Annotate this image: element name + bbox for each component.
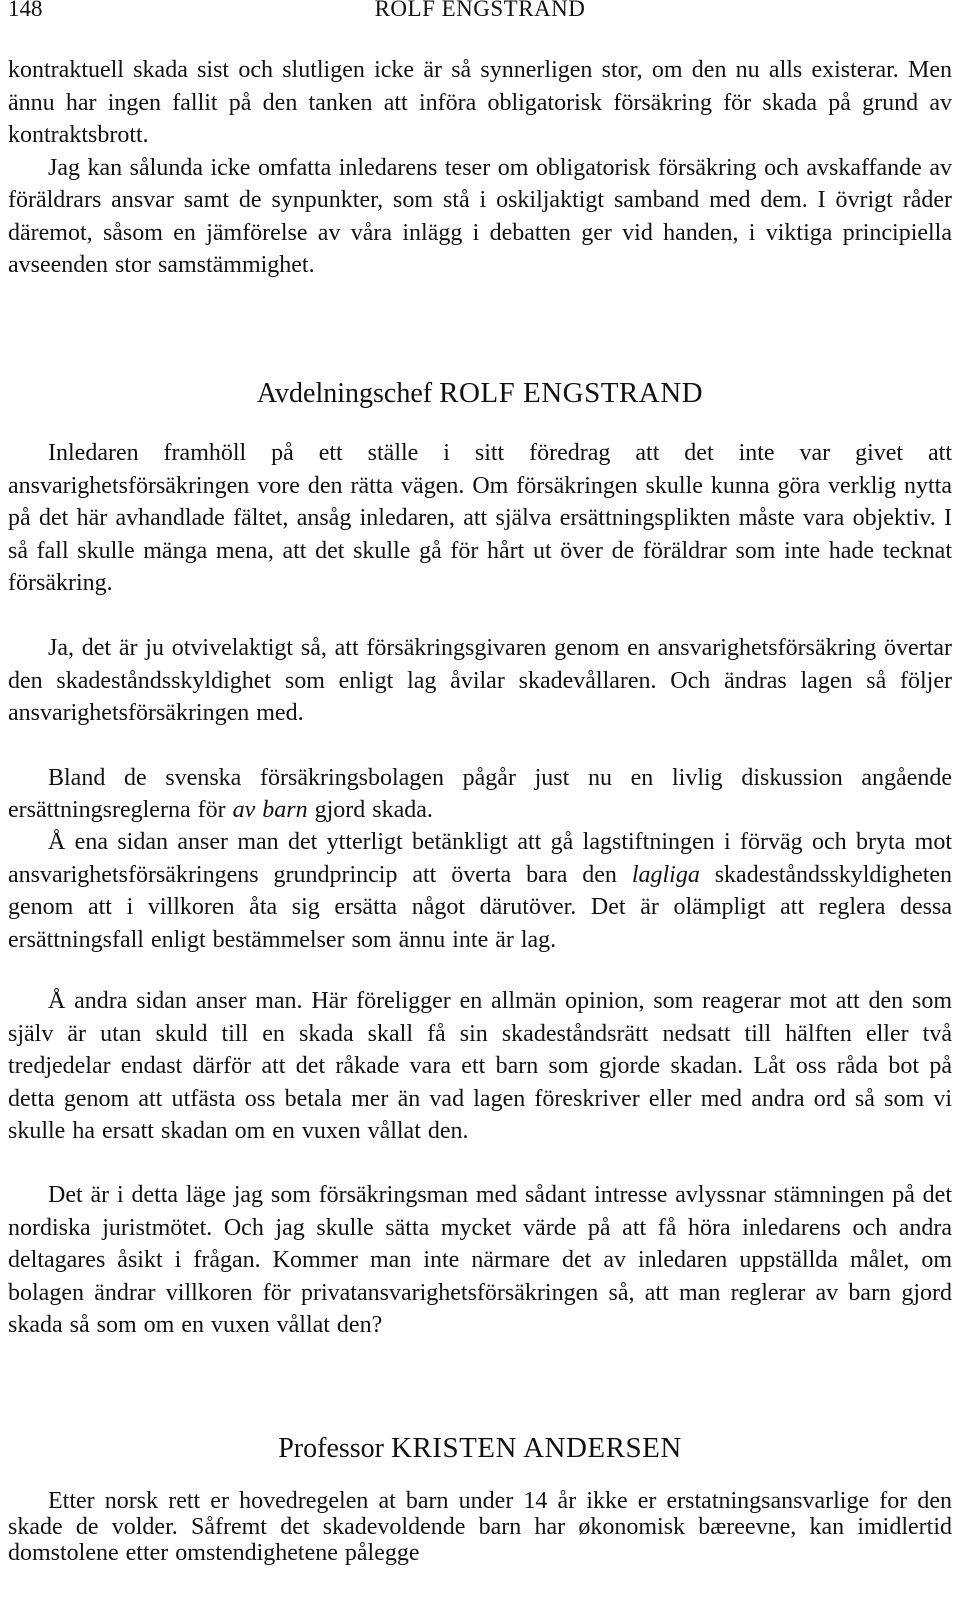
engstrand-paragraph-6: Det är i detta läge jag som försäkringsman med sådant intresse avlyssnar stämningen på det nordiska juristmötet. Och jag skulle sätta mycket värde på att få höra inledarens och andra deltagares åsikt i frågan. Kommer man inte närmare det av inledaren uppställda målet, om bolagen ändrar villkoren för privatansvarighetsförsäkringen så, att man reglerar av barn gjord skada så som om en vuxen vållat den? — [8, 1182, 952, 1338]
text-run: Bland de svenska försäkringsbolagen pågår just nu en livlig diskussion angående ersättningsreglerna för — [8, 764, 952, 823]
italic-text: av barn — [232, 797, 308, 823]
intro-paragraph-1: kontraktuell skada sist och slutligen icke är så synnerligen stor, om den nu alls existerar. Men ännu har ingen fallit på den tanken att införa obligatorisk försäkring för skada på grund av kontraktsbrott. — [8, 57, 952, 148]
text-run: gjord skada. — [307, 797, 433, 823]
italic-text: lagliga — [631, 861, 700, 888]
speaker-name: KRISTEN ANDERSEN — [391, 1432, 682, 1464]
engstrand-paragraph-2: Ja, det är ju otvivelaktigt så, att försäkringsgivaren genom en ansvarighetsförsäkring övertar den skadeståndsskyldighet som enligt lag åvilar skadevållaren. Och ändras lagen så följer ansvarighetsförsäkringen med. — [8, 635, 952, 726]
section-heading-engstrand — [0, 377, 960, 410]
speaker-role: Professor — [278, 1433, 384, 1464]
page-number: 148 — [8, 0, 43, 21]
engstrand-paragraph-5: Å andra sidan anser man. Här föreligger en allmän opinion, som reagerar mot att den som själv är utan skuld till en skada skall få sin skadeståndsrätt nedsatt till hälften eller två tredjedelar endast därför att det råkade vara ett barn som gjorde skadan. Låt oss råda bot på detta genom att utfästa oss betala mer än vad lagen föreskriver eller med andra ord så som vi skulle ha ersatt skadan om en vuxen vållat den. — [8, 988, 952, 1144]
running-header — [8, 0, 952, 22]
andersen-paragraph-1: Etter norsk rett er hovedregelen at barn under 14 år ikke er erstatningsansvarlige for den skade de volder. Såfremt det skadevoldende barn har økonomisk bæreevne, kan imidlertid domstolene etter omstendighetene pålegge — [8, 1488, 952, 1566]
engstrand-paragraph-3 — [8, 762, 952, 827]
speaker-name: ROLF ENGSTRAND — [439, 377, 704, 409]
engstrand-paragraph-4 — [8, 826, 952, 956]
speaker-role: Avdelningschef — [256, 378, 433, 409]
text-run: skadeståndsskyldigheten genom att i villkoren åta sig ersätta något därutöver. Det är olämpligt att reglera dessa ersättningsfall enligt bestämmelser som ännu inte är lag. — [8, 861, 953, 953]
running-title: ROLF ENGSTRAND — [374, 0, 586, 21]
intro-paragraph-2: Jag kan sålunda icke omfatta inledarens teser om obligatorisk försäkring och avskaffande av föräldrars ansvar samt de synpunkter, som stå i oskiljaktigt samband med dem. I övrigt råder däremot, såsom en jämförelse av våra inlägg i debatten ger vid handen, i viktiga principiella avseenden stor samstämmighet. — [8, 154, 952, 278]
section-heading-andersen — [0, 1432, 960, 1465]
engstrand-paragraph-1: Inledaren framhöll på ett ställe i sitt föredrag att det inte var givet att ansvarighetsförsäkringen vore den rätta vägen. Om försäkringen skulle kunna göra verklig nytta på det här avhandlade fältet, ansåg inledaren, att själva ersättningsplikten måste vara objektiv. I så fall skulle mänga mena, att det skulle gå för hårt ut över de föräldrar som inte hade tecknat försäkring. — [8, 440, 952, 596]
text-run: Å ena sidan anser man det ytterligt betänkligt att gå lagstiftningen i förväg och bryta mot ansvarighetsförsäkringens grundprincip att överta bara den — [8, 829, 952, 888]
